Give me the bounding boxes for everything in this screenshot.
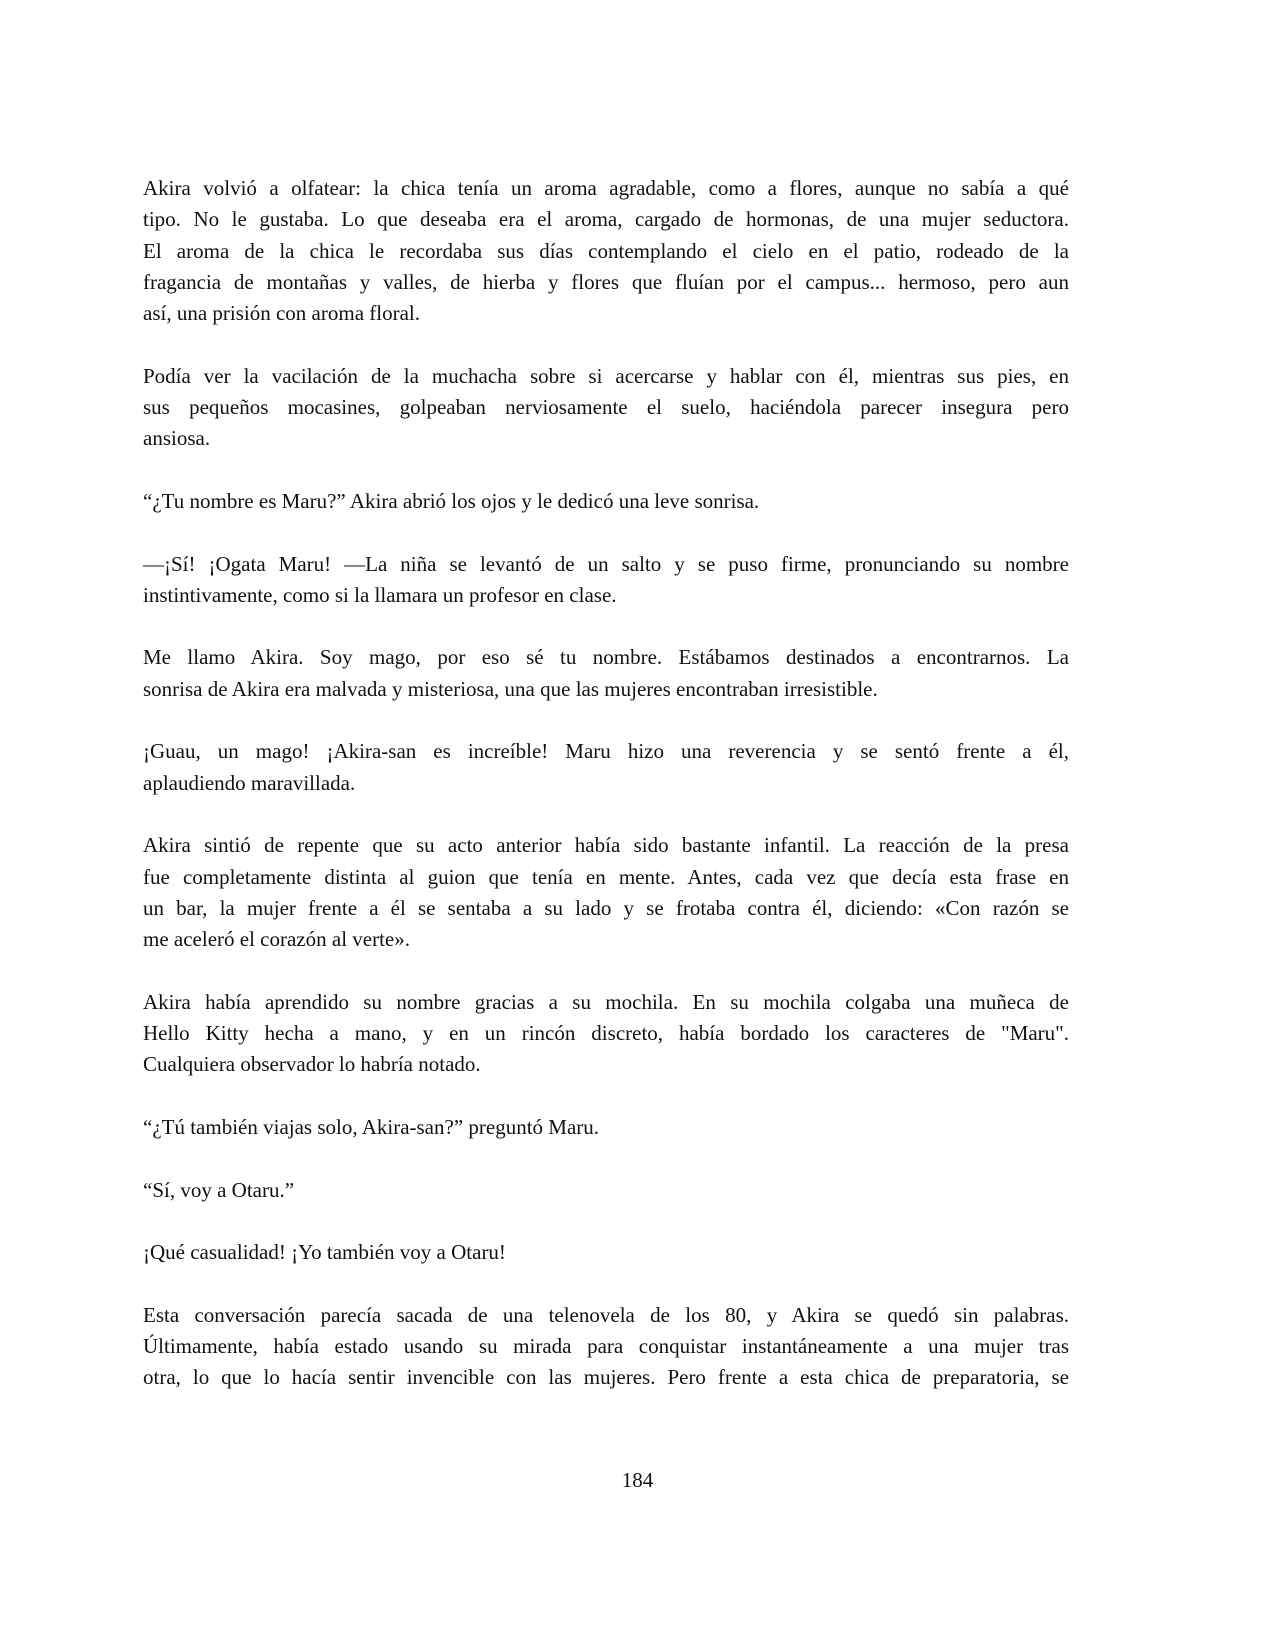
text-line: —¡Sí! ¡Ogata Maru! —La niña se levantó de un salto y se puso firme, pronunciando su nombre bbox=[143, 551, 1069, 576]
text-line: “¿Tú también viajas solo, Akira-san?” preguntó Maru. bbox=[143, 1114, 600, 1139]
paragraph bbox=[143, 1300, 1069, 1394]
text-line: Me llamo Akira. Soy mago, por eso sé tu nombre. Estábamos destinados a encontrarnos. La bbox=[143, 645, 1069, 670]
text-line: un bar, la mujer frente a él se sentaba a su lado y se frotaba contra él, diciendo: «Con razón se bbox=[143, 895, 1069, 920]
text-line: aplaudiendo maravillada. bbox=[143, 770, 356, 795]
paragraph bbox=[143, 173, 1069, 329]
paragraph bbox=[143, 1175, 1069, 1206]
paragraph bbox=[143, 549, 1069, 612]
body-text bbox=[143, 173, 1069, 1425]
text-line: Akira volvió a olfatear: la chica tenía un aroma agradable, como a flores, aunque no sabía a qué bbox=[143, 176, 1069, 200]
text-line: Akira sintió de repente que su acto anterior había sido bastante infantil. La reacción de la presa bbox=[143, 833, 1069, 858]
paragraph bbox=[143, 987, 1069, 1081]
text-line: Esta conversación parecía sacada de una telenovela de los 80, y Akira se quedó sin palabras. bbox=[143, 1302, 1069, 1327]
text-line: sus pequeños mocasines, golpeaban nerviosamente el suelo, haciéndola parecer insegura pero bbox=[143, 395, 1069, 420]
text-line: otra, lo que lo hacía sentir invencible con las mujeres. Pero frente a esta chica de preparatoria, se bbox=[143, 1365, 1069, 1390]
page-number: 184 bbox=[621, 1468, 654, 1492]
text-line: El aroma de la chica le recordaba sus días contemplando el cielo en el patio, rodeado de la bbox=[143, 238, 1069, 263]
paragraph bbox=[143, 1237, 1069, 1268]
text-line: Cualquiera observador lo habría notado. bbox=[143, 1052, 481, 1077]
text-line: fragancia de montañas y valles, de hierba y flores que fluían por el campus... hermoso, pero aun bbox=[143, 269, 1069, 294]
text-line: “¿Tu nombre es Maru?” Akira abrió los ojos y le dedicó una leve sonrisa. bbox=[143, 488, 760, 513]
text-line: ¡Guau, un mago! ¡Akira-san es increíble! Maru hizo una reverencia y se sentó frente a él, bbox=[143, 739, 1069, 764]
text-line: Hello Kitty hecha a mano, y en un rincón discreto, había bordado los caracteres de "Maru". bbox=[143, 1021, 1069, 1046]
text-line: ¡Qué casualidad! ¡Yo también voy a Otaru! bbox=[143, 1240, 506, 1265]
text-line: Últimamente, había estado usando su mirada para conquistar instantáneamente a una mujer tras bbox=[143, 1333, 1069, 1358]
text-line: me aceleró el corazón al verte». bbox=[143, 927, 411, 952]
paragraph bbox=[143, 736, 1069, 799]
text-line: fue completamente distinta al guion que tenía en mente. Antes, cada vez que decía esta frase en bbox=[143, 864, 1069, 889]
text-line: así, una prisión con aroma floral. bbox=[143, 301, 420, 326]
paragraph bbox=[143, 1112, 1069, 1143]
text-line: ansiosa. bbox=[143, 426, 211, 451]
paragraph bbox=[143, 361, 1069, 455]
paragraph bbox=[143, 830, 1069, 955]
text-line: Akira había aprendido su nombre gracias a su mochila. En su mochila colgaba una muñeca de bbox=[143, 989, 1069, 1014]
text-line: Podía ver la vacilación de la muchacha sobre si acercarse y hablar con él, mientras sus pies, en bbox=[143, 363, 1069, 388]
paragraph bbox=[143, 642, 1069, 705]
text-line: sonrisa de Akira era malvada y misteriosa, una que las mujeres encontraban irresistible. bbox=[143, 676, 878, 701]
text-line: tipo. No le gustaba. Lo que deseaba era el aroma, cargado de hormonas, de una mujer seductora. bbox=[143, 207, 1069, 232]
text-line: instintivamente, como si la llamara un profesor en clase. bbox=[143, 582, 617, 607]
paragraph bbox=[143, 486, 1069, 517]
text-line: “Sí, voy a Otaru.” bbox=[143, 1177, 295, 1202]
